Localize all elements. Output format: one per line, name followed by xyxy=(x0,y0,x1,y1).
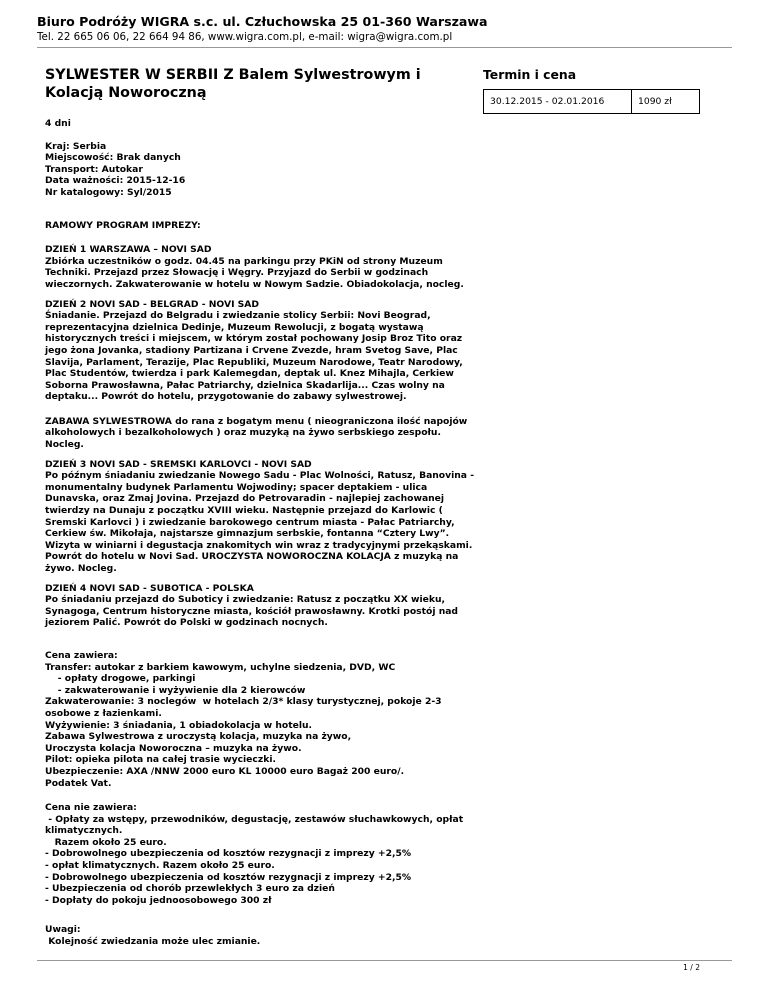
day-3-text: Wizyta w winiarni i degustacja znakomitych win wraz z tradycyjnymi przekąskami. xyxy=(45,539,473,551)
price-excludes-section xyxy=(45,802,470,906)
day-3-text: Po późnym śniadaniu zwiedzanie Nowego Sadu - Plac Wolności, Ratusz, Banovina - xyxy=(45,470,475,482)
program-day-3 xyxy=(45,458,475,575)
term-price: 1090 zł xyxy=(632,90,700,114)
date-price-heading: Termin i cena xyxy=(483,67,577,82)
day-2-heading: DZIEŃ 2 NOVI SAD - BELGRAD - NOVI SAD xyxy=(45,298,260,310)
date-price-row xyxy=(484,90,700,114)
notes-section xyxy=(45,924,470,947)
notes-heading: Uwagi: xyxy=(45,924,81,936)
price-excludes-item: - Opłaty za wstępy, przewodników, degustację, zestawów słuchawkowych, opłat xyxy=(45,813,464,825)
detail-catalog-number: Nr katalogowy: Syl/2015 xyxy=(45,186,172,198)
date-price-panel xyxy=(483,67,705,114)
day-3-text: Cerkiew św. Mikołaja, najstarsze gimnazjum serbskie, fontanna “Cztery Lwy”. xyxy=(45,528,450,540)
day-3-text: Dunavska, oraz Zmaj Jovina. Przejazd do Petrovaradin - najlepiej zachowanej xyxy=(45,493,445,505)
offer-title-line: SYLWESTER W SERBII Z Balem Sylwestrowym i xyxy=(45,67,421,83)
price-includes-item: Zabawa Sylwestrowa z uroczystą kolacja, muzyka na żywo, xyxy=(45,731,352,743)
price-excludes-item: klimatycznych. xyxy=(45,825,123,837)
price-excludes-heading: Cena nie zawiera: xyxy=(45,802,137,814)
price-includes-item: osobowe z łazienkami. xyxy=(45,707,162,719)
day-3-text: Sremski Karlovci ) i zwiedzanie barokowego centrum miasta - Pałac Patriarchy, xyxy=(45,516,455,528)
detail-transport: Transport: Autokar xyxy=(45,163,143,175)
price-includes-item: - opłaty drogowe, parkingi xyxy=(45,673,196,685)
price-includes-item: Ubezpieczenie: AXA /NNW 2000 euro KL 10000 euro Bagaż 200 euro/. xyxy=(45,765,405,777)
program-new-year-party xyxy=(45,416,470,451)
price-excludes-item: - Dobrowolnego ubezpieczenia od kosztów rezygnacji z imprezy +2,5% xyxy=(45,848,412,860)
day-1-text: Techniki. Przejazd przez Słowację i Węgry. Przyjazd do Serbii w godzinach xyxy=(45,267,429,279)
day-3-text: Powrót do hotelu w Novi Sad. UROCZYSTA NOWOROCZNA KOLACJA z muzyką na xyxy=(45,551,459,563)
footer-divider xyxy=(37,960,732,961)
detail-validity-date: Data ważności: 2015-12-16 xyxy=(45,175,186,187)
offer-main-column xyxy=(45,67,475,948)
price-excludes-item: - opłat klimatycznych. Razem około 25 euro. xyxy=(45,860,275,872)
notes-text: Kolejność zwiedzania może ulec zmianie. xyxy=(45,936,261,948)
day-4-text: Synagoga, Centrum historyczne miasta, kościół prawosławny. Krotki postój nad xyxy=(45,605,459,617)
offer-title-line: Kolacją Noworoczną xyxy=(45,84,207,101)
date-price-table xyxy=(483,89,700,114)
price-excludes-item: Razem około 25 euro. xyxy=(45,836,167,848)
program-day-4 xyxy=(45,583,470,629)
price-includes-heading: Cena zawiera: xyxy=(45,649,118,661)
day-2-text: Śniadanie. Przejazd do Belgradu i zwiedzanie stolicy Serbii: Novi Beograd, xyxy=(45,310,431,322)
day-1-text: Zbiórka uczestników o godz. 04.45 na parkingu przy PKiN od strony Muzeum xyxy=(45,255,443,267)
day-2-text: Slavija, Parlament, Terazije, Plac Republiki, Muzeum Narodowe, Teatr Narodowy, xyxy=(45,356,463,368)
price-includes-item: Uroczysta kolacja Noworoczna – muzyka na żywo. xyxy=(45,742,302,754)
day-3-text: monumentalny budynek Parlamentu Wojwodiny; spacer deptakiem - ulica xyxy=(45,481,428,493)
program-heading: RAMOWY PROGRAM IMPREZY: xyxy=(45,219,201,231)
day-3-text: żywo. Nocleg. xyxy=(45,563,117,574)
day-2-text: Plac Studentów, twierdza i park Kalemegdan, deptak ul. Knez Mihajla, Cerkiew xyxy=(45,368,454,380)
price-excludes-item: - Dopłaty do pokoju jednoosobowego 300 zł xyxy=(45,894,272,906)
day-2-text: deptaku... Powrót do hotelu, przygotowanie do zabawy sylwestrowej. xyxy=(45,391,407,403)
offer-duration: 4 dni xyxy=(45,118,71,129)
day-2-text: reprezentacyjna dzielnica Dedinje, Muzeum Rewolucji, z bogatą wystawą xyxy=(45,321,424,333)
day-1-heading: DZIEŃ 1 WARSZAWA – NOVI SAD xyxy=(45,244,212,256)
day-2-text: historycznych treści i miejscem, w którym został pochowany Josip Broz Tito oraz xyxy=(45,333,463,345)
agency-contact-line: Tel. 22 665 06 06, 22 664 94 86, www.wigra.com.pl, e-mail: wigra@wigra.com.pl xyxy=(37,31,453,43)
day-3-text: twierdzy na Dunaju z początku XVIII wieku. Następnie przejazd do Karlowic ( xyxy=(45,505,443,517)
day-2-text: jego żona Jovanka, stadiony Partizana i Crvene Zvezde, hram Svetog Save, Plac xyxy=(45,344,458,356)
day-4-text: jeziorem Palić. Powrót do Polski w godzinach nocnych. xyxy=(45,617,328,629)
page-number: 1 / 2 xyxy=(683,963,700,972)
term-date-range: 30.12.2015 - 02.01.2016 xyxy=(484,90,632,114)
party-text: ZABAWA SYLWESTROWA do rana z bogatym menu ( nieograniczona ilość napojów xyxy=(45,415,468,427)
price-includes-item: Wyżywienie: 3 śniadania, 1 obiadokolacja w hotelu. xyxy=(45,719,313,731)
party-text: alkoholowych i bezalkoholowych ) oraz muzyką na żywo serbskiego zespołu. xyxy=(45,427,441,439)
price-includes-item: Transfer: autokar z barkiem kawowym, uchylne siedzenia, DVD, WC xyxy=(45,661,396,673)
day-1-text: wieczornych. Zakwaterowanie w hotelu w Nowym Sadzie. Obiadokolacja, nocleg. xyxy=(45,278,464,290)
offer-details xyxy=(45,141,470,199)
day-2-text: Soborna Prawosławna, Pałac Patriarchy, dzielnica Skadarlija... Czas wolny na xyxy=(45,379,445,391)
program-day-1 xyxy=(45,244,470,290)
day-4-heading: DZIEŃ 4 NOVI SAD - SUBOTICA - POLSKA xyxy=(45,582,254,594)
price-includes-item: - zakwaterowanie i wyżywienie dla 2 kierowców xyxy=(45,684,306,696)
detail-country: Kraj: Serbia xyxy=(45,140,107,152)
price-includes-item: Zakwaterowanie: 3 noclegów w hotelach 2/3* klasy turystycznej, pokoje 2-3 xyxy=(45,696,442,708)
price-includes-item: Podatek Vat. xyxy=(45,777,112,789)
detail-location: Miejscowość: Brak danych xyxy=(45,152,181,164)
party-text: Nocleg. xyxy=(45,439,84,451)
price-includes-section xyxy=(45,650,470,789)
price-excludes-item: - Dobrowolnego ubezpieczenia od kosztów rezygnacji z imprezy +2,5% xyxy=(45,871,412,883)
day-4-text: Po śniadaniu przejazd do Suboticy i zwiedzanie: Ratusz z początku XX wieku, xyxy=(45,594,446,606)
program-day-2 xyxy=(45,299,470,403)
offer-title xyxy=(45,67,470,102)
day-3-heading: DZIEŃ 3 NOVI SAD - SREMSKI KARLOVCI - NOVI SAD xyxy=(45,458,312,470)
header-divider xyxy=(37,47,732,48)
price-includes-item: Pilot: opieka pilota na całej trasie wycieczki. xyxy=(45,754,276,766)
agency-header-title: Biuro Podróży WIGRA s.c. ul. Człuchowska 25 01-360 Warszawa xyxy=(37,14,488,29)
price-excludes-item: - Ubezpieczenia od chorób przewlekłych 3 euro za dzień xyxy=(45,883,335,895)
